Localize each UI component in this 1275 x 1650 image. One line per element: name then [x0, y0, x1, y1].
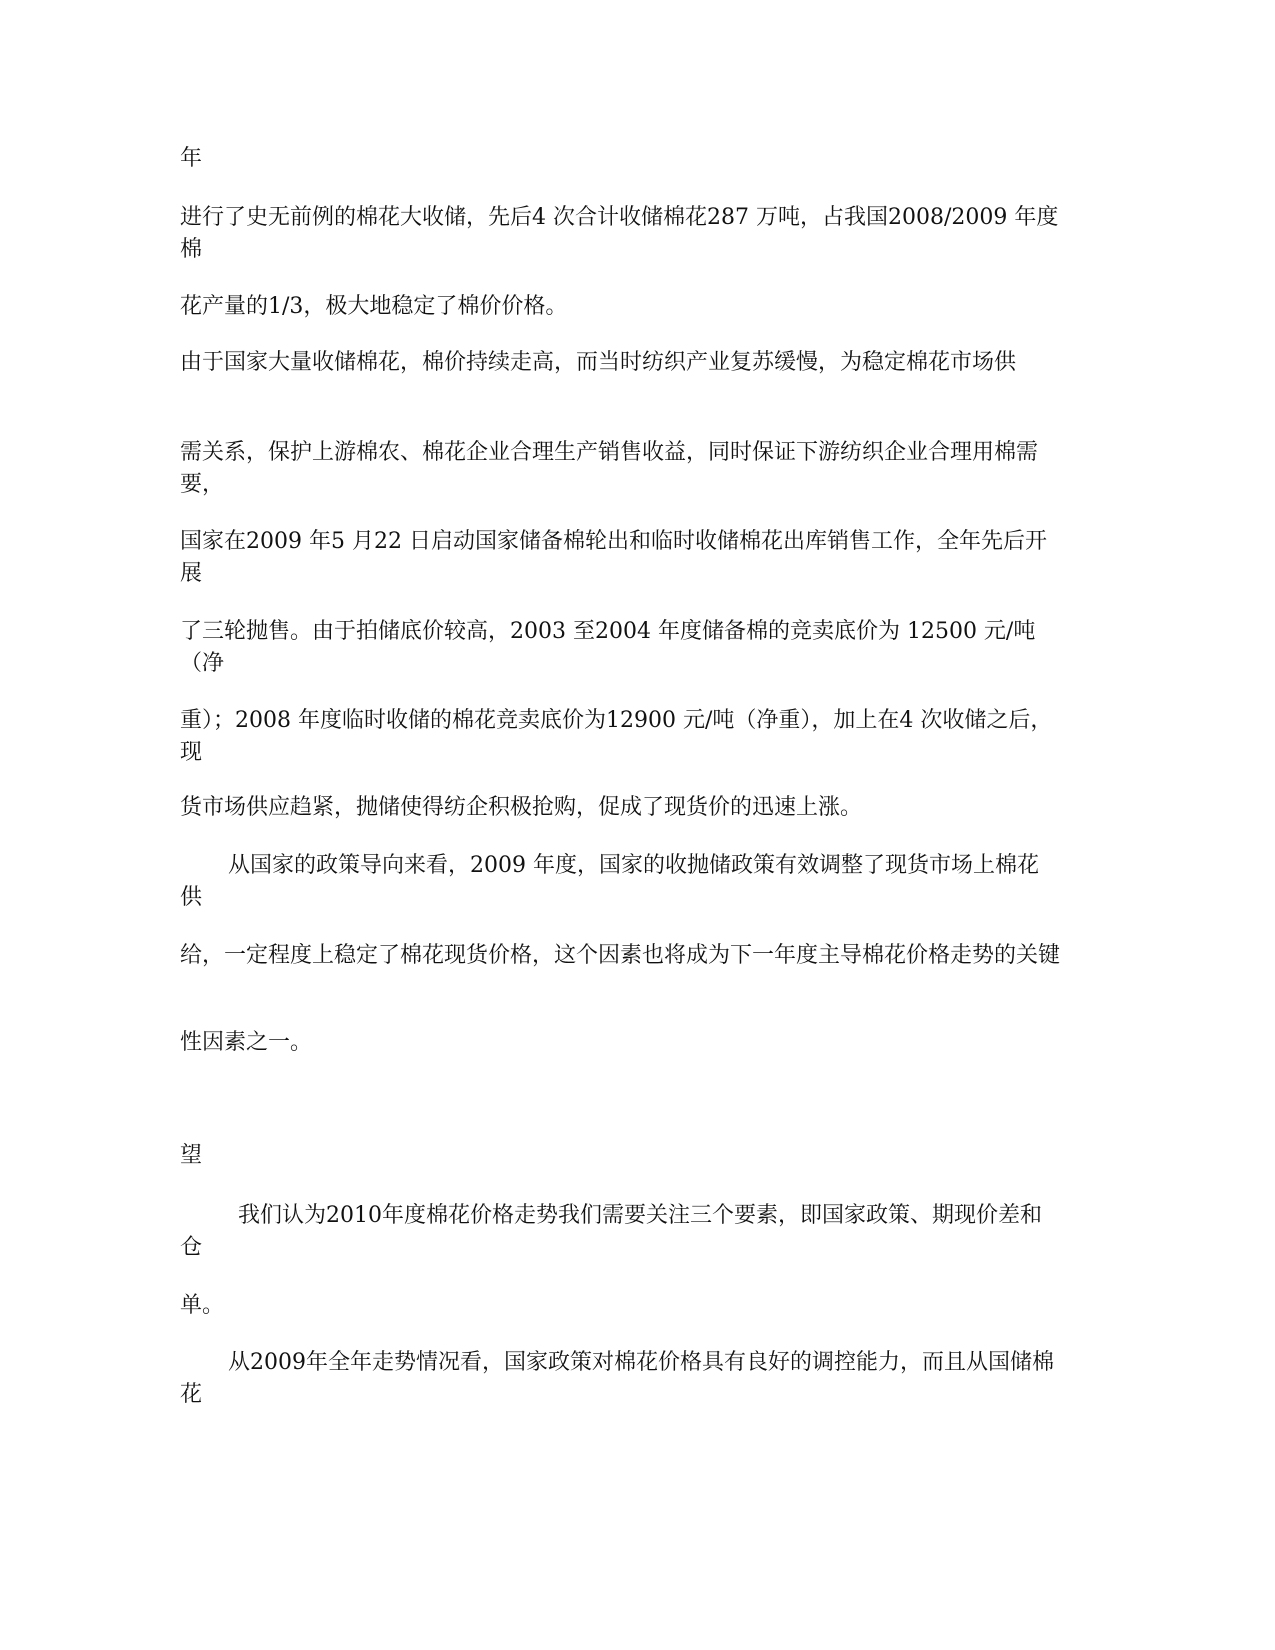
paragraph-text: 货市场供应趋紧，抛储使得纺企积极抢购，促成了现货价的迅速上涨。	[180, 795, 863, 820]
paragraph-text: 重）；2008 年度临时收储的棉花竞卖底价为12900 元/吨（净重），加上在4 次收储之后，现	[180, 708, 1053, 765]
paragraph-heading-outlook: 望	[180, 1143, 203, 1168]
paragraph-text: 了三轮抛售。由于拍储底价较高，2003 至2004 年度储备棉的竞卖底价为 12500 元/吨（净	[180, 619, 1036, 676]
paragraph-text: 花产量的1/3，极大地稳定了棉价价格。	[180, 294, 568, 319]
paragraph-text: 进行了史无前例的棉花大收储，先后4 次合计收储棉花287 万吨，占我国2008/2009 年度棉	[180, 205, 1059, 262]
paragraph-text: 需关系，保护上游棉农、棉花企业合理生产销售收益，同时保证下游纺织企业合理用棉需要，	[180, 440, 1039, 497]
paragraph-text: 我们认为2010年度棉花价格走势我们需要关注三个要素，即国家政策、期现价差和仓	[180, 1203, 1042, 1260]
paragraph-text: 性因素之一。	[180, 1030, 313, 1055]
paragraph-text: 单。	[180, 1293, 225, 1318]
paragraph-text: 给，一定程度上稳定了棉花现货价格，这个因素也将成为下一年度主导棉花价格走势的关键	[180, 943, 1061, 968]
paragraph-text: 从2009年全年走势情况看，国家政策对棉花价格具有良好的调控能力，而且从国储棉花	[180, 1350, 1054, 1407]
paragraph-text: 从国家的政策导向来看，2009 年度，国家的收抛储政策有效调整了现货市场上棉花供	[180, 853, 1039, 910]
paragraph-text: 国家在2009 年5 月22 日启动国家储备棉轮出和临时收储棉花出库销售工作，全年先后开展	[180, 529, 1047, 586]
paragraph-heading-year: 年	[180, 146, 203, 171]
paragraph-text: 由于国家大量收储棉花，棉价持续走高，而当时纺织产业复苏缓慢，为稳定棉花市场供	[180, 350, 1017, 375]
